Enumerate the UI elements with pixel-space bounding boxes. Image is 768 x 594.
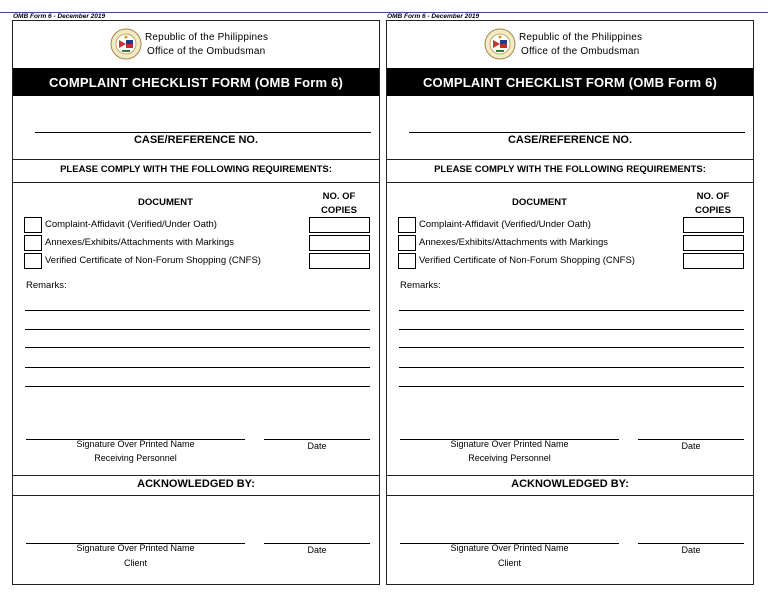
receiving-personnel-label: Receiving Personnel (468, 453, 551, 463)
document-checkbox[interactable] (398, 253, 416, 269)
date-label: Date (681, 545, 701, 555)
remarks-label: Remarks: (400, 280, 441, 291)
divider (387, 495, 753, 496)
remarks-line[interactable] (399, 386, 744, 387)
checklist-form-left (12, 20, 380, 585)
document-checkbox[interactable] (398, 217, 416, 233)
remarks-line[interactable] (399, 347, 744, 348)
copies-header-line-2: COPIES (321, 205, 357, 216)
requirements-label: PLEASE COMPLY WITH THE FOLLOWING REQUIREMENTS: (60, 164, 332, 175)
agency-line-1: Republic of the Philippines (145, 32, 269, 43)
agency-name (145, 31, 268, 59)
document-header: DOCUMENT (512, 197, 567, 208)
date-line[interactable] (638, 543, 744, 544)
document-item (398, 217, 750, 233)
document-item (24, 217, 376, 233)
remarks-label: Remarks: (26, 280, 67, 291)
divider (13, 495, 379, 496)
case-number-line (409, 132, 745, 133)
remarks-line[interactable] (399, 310, 744, 311)
divider (387, 182, 753, 183)
copies-field[interactable] (683, 217, 744, 233)
signature-label: Signature Over Printed Name (76, 439, 195, 449)
copies-field[interactable] (683, 253, 744, 269)
document-checkbox[interactable] (24, 235, 42, 251)
divider (387, 475, 753, 476)
agency-name (519, 31, 642, 59)
remarks-line[interactable] (25, 386, 370, 387)
signature-label: Signature Over Printed Name (76, 543, 195, 553)
form-header (387, 21, 753, 68)
client-label: Client (123, 558, 147, 568)
document-label: Verified Certificate of Non-Forum Shopping (CNFS) (419, 255, 635, 266)
form-header (13, 21, 379, 68)
remarks-line[interactable] (25, 347, 370, 348)
copies-header-line-2: COPIES (695, 205, 731, 216)
form-code-left: OMB Form 6 - December 2019 (13, 13, 106, 20)
divider (13, 159, 379, 160)
form-title: COMPLAINT CHECKLIST FORM (OMB Form 6) (13, 68, 379, 96)
signature-label: Signature Over Printed Name (450, 543, 569, 553)
document-checkbox[interactable] (398, 235, 416, 251)
document-label: Annexes/Exhibits/Attachments with Markings (45, 237, 235, 248)
document-label: Complaint-Affidavit (Verified/Under Oath) (45, 219, 217, 230)
copies-header (309, 190, 369, 218)
signature-label: Signature Over Printed Name (450, 439, 569, 449)
document-checkbox[interactable] (24, 253, 42, 269)
document-label: Verified Certificate of Non-Forum Shopping (CNFS) (45, 255, 261, 266)
date-label: Date (681, 441, 701, 451)
date-line[interactable] (264, 543, 370, 544)
acknowledged-by-label: ACKNOWLEDGED BY: (511, 478, 629, 490)
copies-field[interactable] (309, 235, 370, 251)
copies-header-line-1: NO. OF (322, 191, 356, 202)
checklist-form-right (386, 20, 754, 585)
remarks-line[interactable] (25, 310, 370, 311)
date-label: Date (307, 441, 327, 451)
document-item (398, 253, 750, 269)
case-number-line (35, 132, 371, 133)
requirements-label: PLEASE COMPLY WITH THE FOLLOWING REQUIREMENTS: (434, 164, 706, 175)
copies-field[interactable] (309, 253, 370, 269)
remarks-line[interactable] (399, 367, 744, 368)
divider (387, 159, 753, 160)
copies-field[interactable] (309, 217, 370, 233)
ombudsman-seal-icon (110, 28, 142, 60)
case-reference-label: CASE/REFERENCE NO. (133, 134, 259, 146)
case-reference-label: CASE/REFERENCE NO. (507, 134, 633, 146)
date-line[interactable] (638, 439, 744, 440)
document-item (398, 235, 750, 251)
divider (13, 475, 379, 476)
acknowledged-by-label: ACKNOWLEDGED BY: (137, 478, 255, 490)
document-label: Annexes/Exhibits/Attachments with Markings (419, 237, 609, 248)
remarks-line[interactable] (25, 329, 370, 330)
form-code-right: OMB Form 6 - December 2019 (387, 13, 480, 20)
ombudsman-seal-icon (484, 28, 516, 60)
document-header: DOCUMENT (138, 197, 193, 208)
client-label: Client (497, 558, 521, 568)
date-label: Date (307, 545, 327, 555)
document-checkbox[interactable] (24, 217, 42, 233)
remarks-line[interactable] (25, 367, 370, 368)
top-border-line (0, 12, 768, 13)
document-label: Complaint-Affidavit (Verified/Under Oath) (419, 219, 591, 230)
date-line[interactable] (264, 439, 370, 440)
agency-line-2: Office of the Ombudsman (521, 46, 640, 57)
document-item (24, 253, 376, 269)
remarks-line[interactable] (399, 329, 744, 330)
copies-field[interactable] (683, 235, 744, 251)
copies-header-line-1: NO. OF (696, 191, 730, 202)
receiving-personnel-label: Receiving Personnel (94, 453, 177, 463)
document-item (24, 235, 376, 251)
form-title: COMPLAINT CHECKLIST FORM (OMB Form 6) (387, 68, 753, 96)
divider (13, 182, 379, 183)
copies-header (683, 190, 743, 218)
agency-line-2: Office of the Ombudsman (147, 46, 266, 57)
agency-line-1: Republic of the Philippines (519, 32, 643, 43)
